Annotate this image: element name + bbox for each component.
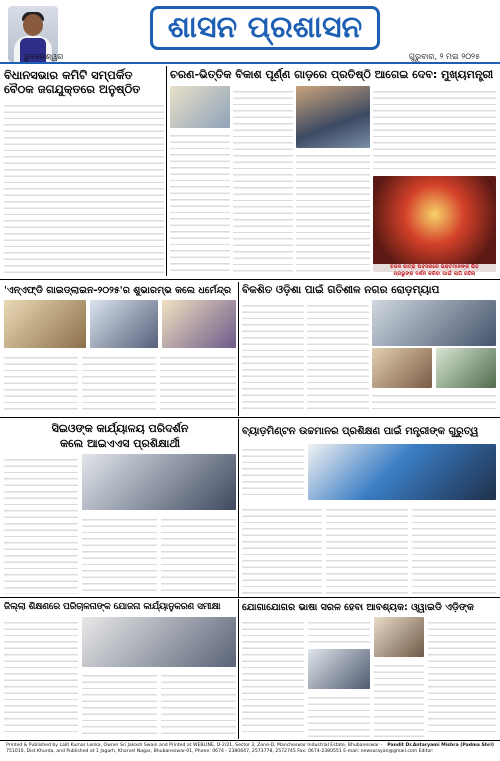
imprint-footer	[0, 740, 500, 761]
masthead	[0, 0, 500, 64]
article-4-photo-1	[372, 300, 496, 346]
article-6-headline: ବ୍ୟାଡ଼ମିଣ୍ଟନ ଉଚ୍ଚମାନର ପ୍ରଶିକ୍ଷଣ ପାଇଁ ମନ୍ତ୍ରୀଙ୍କ ଗୁରୁତ୍ୱ	[242, 426, 479, 437]
article-8-body-col2a	[308, 617, 370, 647]
article-4-photo-2	[372, 348, 432, 388]
article-8-body-col3	[374, 660, 424, 737]
article-7-photo	[82, 617, 236, 667]
dateline	[0, 50, 500, 64]
article-8-headline: ଯୋଗାଯୋଗର ଭାଷା ସରଳ ହେବା ଆବଶ୍ୟକ: ଓ୍ୱାଇଡି ଏଡ଼ିଙ୍କ	[242, 602, 474, 613]
article-4-body-col2	[307, 300, 369, 414]
article-6-body-col4	[412, 504, 496, 594]
article-4-body-col3	[372, 390, 496, 414]
article-7-body-col1	[4, 617, 78, 737]
article-5-headline-line-1: ସିଇଓଙ୍କ କାର୍ଯ୍ୟାଳୟ ପରିଦର୍ଶନ	[51, 422, 189, 435]
article-3-photo-1	[4, 300, 86, 348]
article-7-body-col2	[82, 670, 157, 737]
article-5-photo	[82, 454, 236, 510]
newspaper-logo: ଶାସନ ପ୍ରଶାସନ	[150, 6, 380, 50]
caption-line-1: ଚନ୍ଦନ ଜାତ୍ରା ଅବସରରେ ଭକ୍ତମାନଙ୍କ ଭିଡ଼	[390, 264, 479, 270]
article-1-headline: ବିଧାନସଭାର କମିଟି ସମ୍ପର୍କିତ ବୈଠକ ଜଗଯୁକ୍ତରେ ଅନୁଷ୍ଠିତ	[4, 68, 141, 96]
article-8-body-col1	[242, 617, 304, 737]
article-5-body-col3	[161, 514, 236, 594]
article-2-body-col3	[296, 150, 370, 276]
article-8-body-col4	[428, 617, 496, 737]
article-5-headline	[4, 421, 236, 451]
article-4-body-col1	[242, 300, 304, 414]
caption-line-2: ପ୍ରଭୁଙ୍କ ଦର୍ଶନ କରିବା ପାଇଁ ଲାଗି ରହିଲା	[393, 271, 476, 277]
article-8-photo-2	[374, 617, 424, 657]
article-3-headline-main: 'ଏନ୍‌ଏଫ୍‌ଡି ଗାଇଡ୍‌ଲାଇନ-୨୦୨୫'ର ଶୁଭାରମ୍ଭ କଲେ	[4, 285, 199, 296]
dateline-left: ଭୁବନେଶ୍ୱର	[24, 52, 64, 61]
temple-photo	[373, 176, 496, 272]
article-2-headline-main: ଚରଣ-ଭିତ୍ତିକ ବିକାଶ ପୂର୍ଣ୍ଣ ଗାଡ଼ରେ ପ୍ରତିଷ୍ଠି ଆଗେଇ ଦେବ:	[170, 68, 442, 81]
article-2-headline	[170, 68, 496, 82]
article-6-body-col2	[242, 504, 322, 594]
footer-imprint: Printed & Published by Lalit Kumar Lenka, Owner Sri Jakash Swain and Printed at WEBLINE, D-2/21, Sector 3, Zone-D, Mancheswar Industrial Estate, Bhubaneswar - 751010, Dist Khurda, and Published at 1 Jagarh, Kharvel Nagar, Bhubaneswar-01, Phone: 0674 - 2380647, 2573778, 2572745 Fax: 0674-2380551 E-mail: newsarayan@gmail.com Editor:	[6, 743, 434, 754]
article-3-body-col2	[82, 352, 156, 414]
article-3-headline-accent: ଧର୍ମେନ୍ଦ୍ର	[198, 285, 232, 296]
article-2-body-col4	[373, 86, 496, 174]
article-3-photo-2	[90, 300, 158, 348]
article-2-photo-group	[296, 86, 370, 148]
article-1-body	[4, 100, 164, 276]
article-6-body-col1	[242, 444, 304, 500]
article-3-body-col1	[4, 352, 78, 414]
article-3-body-col3	[160, 352, 236, 414]
article-4-headline: ବିକଶିତ ଓଡ଼ିଶା ପାଇଁ ଗତିଶୀଳ ନଗର ରୋଡ଼ମ୍ୟାପ	[242, 284, 440, 296]
article-2-photo-small	[170, 86, 230, 128]
article-7-headline: ଜିଲ୍ଲା ଶିକ୍ଷଣରେ ପରିଚାଳନାଙ୍କ ଯୋଜନା କାର୍ଯ୍ୟାନୁକରଣ ସମୀକ୍ଷା	[4, 602, 221, 612]
article-8-photo-1	[308, 649, 370, 689]
article-2-body-col2	[233, 86, 293, 276]
footer-editor: Pandit Dr.Antaryami Mishra (Padma Shri)	[387, 743, 494, 748]
article-5-headline-line-2: କଲେ ଆଇଏଏସ ପ୍ରଶିକ୍ଷାର୍ଥୀ	[59, 437, 181, 450]
article-2-headline-accent: ମୁଖ୍ୟମନ୍ତ୍ରୀ	[441, 68, 494, 81]
article-3-photo-3	[162, 300, 236, 348]
dateline-date: ଗୁରୁବାର, ୨ ମଇ ୨୦୨୫	[408, 52, 480, 61]
article-5-body-col1	[4, 454, 78, 594]
article-6-photo	[308, 444, 496, 500]
article-5-body-col2	[82, 514, 157, 594]
article-7-body-col3	[161, 670, 236, 737]
article-2-body-col1	[170, 130, 230, 276]
article-8-body-col2b	[308, 692, 370, 737]
article-4-photo-3	[436, 348, 496, 388]
article-3-headline	[4, 284, 236, 297]
temple-photo-caption	[373, 264, 496, 278]
article-6-body-col3	[326, 504, 408, 594]
